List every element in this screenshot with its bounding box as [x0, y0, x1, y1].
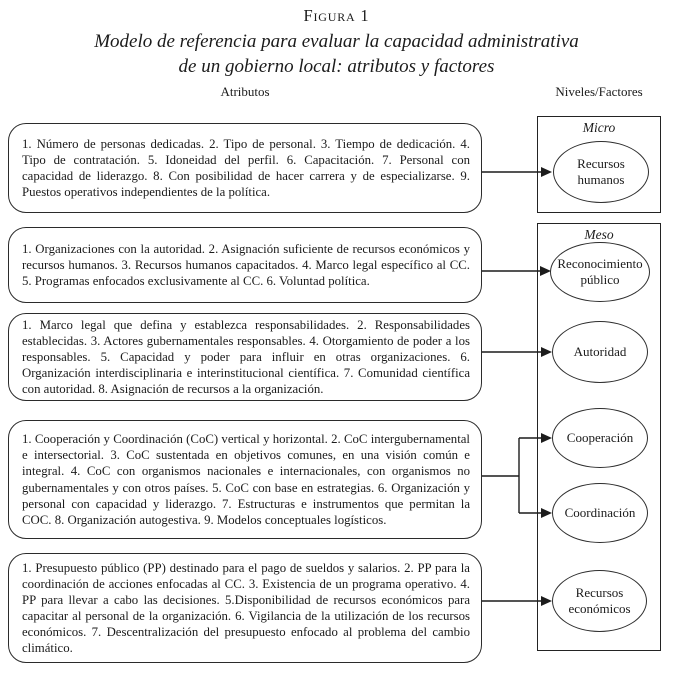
factor-label: Recursos humanos — [577, 156, 625, 187]
factor-label: Coordinación — [564, 505, 636, 520]
factor-ellipse-coordinacion — [552, 483, 648, 543]
attribute-box-recursos-humanos — [8, 123, 482, 213]
factor-label: Cooperación — [566, 430, 634, 445]
factor-ellipse-autoridad — [552, 321, 648, 383]
attribute-box-reconocimiento-publico — [8, 227, 482, 303]
attribute-box-text: 1. Número de personas dedicadas. 2. Tipo de personal. 3. Tiempo de dedicación. 4. Tipo de contratación. 5. Idoneidad del perfil. 6. Capacitación. 7. Personal con capacidad de liderazgo. 8. Con posibilidad de hacer carrera y de especializarse. 9. Puestos operativos independientes de la política. — [22, 136, 470, 200]
level-label-meso: Meso — [584, 227, 614, 242]
figure-title-line-1: Modelo de referencia para evaluar la capacidad administrativa — [94, 31, 579, 52]
factor-ellipse-recursos-economicos — [552, 570, 647, 632]
figure-title-line-2: de un gobierno local: atributos y factores — [178, 56, 495, 77]
factor-label: Reconocimiento público — [557, 256, 643, 287]
factor-ellipse-recursos-humanos — [553, 141, 649, 203]
figure-number-label: Figura 1 — [303, 6, 370, 25]
factor-label: Recursos económicos — [568, 585, 631, 616]
levels-factors-column-header: Niveles/Factores — [555, 84, 643, 99]
attribute-box-text: 1. Organizaciones con la autoridad. 2. Asignación suficiente de recursos económicos y recursos humanos. 3. Recursos humanos capacitados. 4. Marco legal específico al CC. 5. Programas enfocados exclusivamente al CC. 6. Voluntad política. — [22, 241, 470, 289]
attribute-box-text: 1. Presupuesto público (PP) destinado para el pago de sueldos y salarios. 2. PP para la coordinación de acciones enfocadas al CC. 3. Existencia de un programa operativo. 4. PP para llevar a cabo las decisiones. 5.Disponibilidad de recursos económicos para capacitar al personal de la organización. 6. Vigilancia de la utilización de los recursos económicos. 7. Descentralización del presupuesto enfocado al problema del cambio climático. — [22, 560, 470, 656]
level-label-micro: Micro — [582, 120, 616, 135]
factor-ellipse-cooperacion — [552, 408, 648, 468]
attribute-box-cooperacion-coordinacion — [8, 420, 482, 539]
factor-label: Autoridad — [573, 344, 627, 359]
attribute-box-recursos-economicos — [8, 553, 482, 663]
attributes-column-header: Atributos — [220, 84, 270, 99]
factor-ellipse-reconocimiento-publico — [550, 242, 650, 302]
attribute-box-text: 1. Marco legal que defina y establezca responsabilidades. 2. Responsabilidades establecidas. 3. Actores gubernamentales responsables. 4. Otorgamiento de poder a los responsables. 5. Capacidad y poder para influir en otras organizaciones. 6. Organización interdisciplinaria e interinstitucional científica. 7. Comunidad científica con autoridad. 8. Asignación de recursos a la organización. — [22, 317, 470, 397]
attribute-box-text: 1. Cooperación y Coordinación (CoC) vertical y horizontal. 2. CoC intergubernamental e intersectorial. 3. CoC sustentada en objetivos comunes, en una visión común e integral. 4. CoC con organismos nacionales e internacionales, con organismos no gubernamentales y con otros países. 5. CoC con base en estrategias. 6. Organización y personal con capacidad y liderazgo. 7. Estructuras e instrumentos que permitan la COC. 8. Organización autogestiva. 9. Modelos conceptuales logísticos. — [22, 432, 470, 527]
attribute-box-autoridad — [8, 313, 482, 401]
